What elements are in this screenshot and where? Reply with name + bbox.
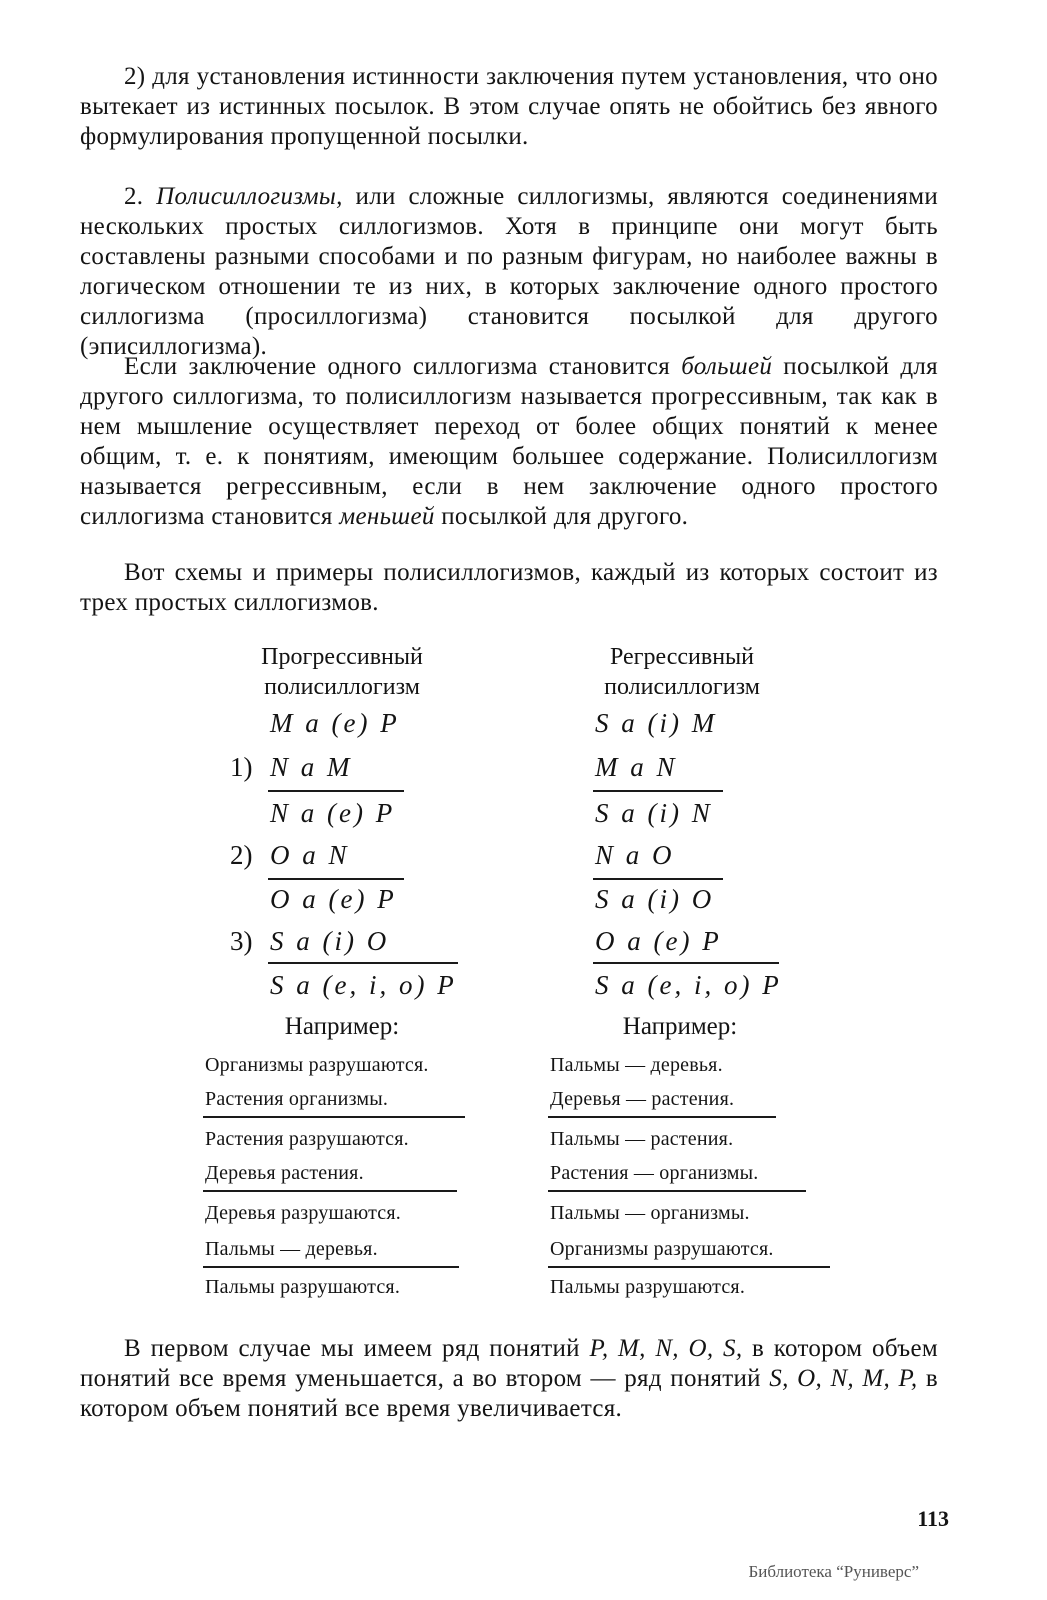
inference-line [268, 962, 458, 964]
inference-line [203, 1190, 457, 1192]
left-formula: S a (i) O [270, 926, 390, 956]
left-formula: O a N [270, 840, 350, 870]
right-example-line: Растения — организмы. [550, 1162, 759, 1184]
inference-line [593, 878, 723, 880]
left-column-title [192, 642, 492, 702]
left-step-number: 3) [230, 926, 253, 956]
left-step-number: 2) [230, 840, 253, 870]
inference-line [593, 790, 723, 792]
left-example-line: Деревья разрушаются. [205, 1202, 401, 1224]
paragraph-2-text: или сложные силлогизмы, являются соединениями нескольких простых силлогизмов. Хотя в принципе они могут быть составлены разными способами и по разным фигурам, но наиболее важны в логическом отношении те из них, в которых заключение одного простого силлогизма (просиллогизма) становится посылкой для другого (эписиллогизма). [80, 183, 938, 360]
emphasis-menshey: меньшей [339, 503, 435, 530]
left-example-label: Например: [284, 1013, 400, 1040]
left-formula: N a M [270, 752, 353, 782]
paragraph-3-text-c: посылкой для другого. [434, 503, 689, 530]
right-formula: S a (i) M [595, 708, 718, 738]
inference-line [268, 790, 404, 792]
right-formula: N a O [595, 840, 675, 870]
paragraph-2-number: 2. [124, 183, 157, 210]
right-example-line: Пальмы — организмы. [550, 1202, 750, 1224]
concept-series-2: S, O, N, M, P, [769, 1365, 918, 1392]
right-formula: M a N [595, 752, 678, 782]
library-watermark: Библиотека “Руниверс” [748, 1562, 919, 1581]
left-example-line: Пальмы — деревья. [205, 1238, 378, 1260]
right-formula: S a (e, i, o) P [595, 970, 782, 1000]
inference-line [203, 1266, 459, 1268]
paragraph-5-text-b: в котором объем понятий все время уменьшается, а во втором — ряд понятий [80, 1335, 938, 1392]
paragraph-4 [80, 558, 938, 618]
paragraph-2 [80, 182, 938, 362]
inference-line [548, 1116, 776, 1118]
right-example-line: Пальмы разрушаются. [550, 1276, 746, 1298]
left-formula: S a (e, i, o) P [270, 970, 457, 1000]
paragraph-1-text: 2) для установления истинности заключения путем установления, что оно вытекает из истинных посылок. В этом случае опять не обойтись без явного формулирования пропущенной посылки. [80, 63, 938, 150]
right-example-line: Организмы разрушаются. [550, 1238, 774, 1260]
term-polysyllogisms: Полисиллогизмы, [156, 183, 343, 210]
inference-line [548, 1190, 806, 1192]
paragraph-4-text: Вот схемы и примеры полисиллогизмов, каждый из которых состоит из трех простых силлогизмов. [80, 559, 938, 616]
left-example-line: Организмы разрушаются. [205, 1054, 429, 1076]
paragraph-5 [80, 1334, 938, 1424]
left-example-line: Деревья растения. [205, 1162, 364, 1184]
concept-series-1: P, M, N, O, S, [589, 1335, 743, 1362]
paragraph-5-text-c: в котором объем понятий все время увеличивается. [80, 1365, 939, 1422]
right-example-line: Пальмы — растения. [550, 1128, 734, 1150]
left-example-line: Пальмы разрушаются. [205, 1276, 401, 1298]
inference-line [593, 962, 779, 964]
inference-line [203, 1116, 465, 1118]
left-formula: M a (e) P [270, 708, 400, 738]
inference-line [548, 1266, 830, 1268]
right-formula: S a (i) N [595, 798, 713, 828]
left-title-line-1: Прогрессивный [261, 644, 423, 670]
right-title-line-1: Регрессивный [609, 644, 755, 670]
right-column-title [532, 642, 832, 702]
inference-line [268, 878, 404, 880]
right-example-label: Например: [622, 1013, 738, 1040]
right-example-line: Деревья — растения. [550, 1088, 735, 1110]
right-formula: O a (e) P [595, 926, 722, 956]
left-formula: N a (e) P [270, 798, 396, 828]
right-formula: S a (i) O [595, 884, 715, 914]
right-title-line-2: полисиллогизм [604, 674, 760, 700]
left-title-line-2: полисиллогизм [264, 674, 420, 700]
paragraph-3-text-b: посылкой для другого силлогизма, то полисиллогизм называется прогрессивным, так как в нем мышление осуществляет переход от более общих понятий к менее общим, т. е. к понятиям, имеющим большее содержание. Полисиллогизм называется регрессивным, если в нем заключение одного простого силлогизма становится [80, 353, 938, 530]
left-example-line: Растения разрушаются. [205, 1128, 409, 1150]
paragraph-3 [80, 352, 938, 532]
paragraph-5-text-a: В первом случае мы имеем ряд понятий [124, 1335, 590, 1362]
page-number: 113 [917, 1506, 949, 1531]
paragraph-1 [80, 62, 938, 152]
paragraph-3-text-a: Если заключение одного силлогизма становится [124, 353, 682, 380]
left-step-number: 1) [230, 752, 253, 782]
right-example-line: Пальмы — деревья. [550, 1054, 723, 1076]
left-example-line: Растения организмы. [205, 1088, 389, 1110]
emphasis-bolshey: большей [681, 353, 773, 380]
left-formula: O a (e) P [270, 884, 397, 914]
